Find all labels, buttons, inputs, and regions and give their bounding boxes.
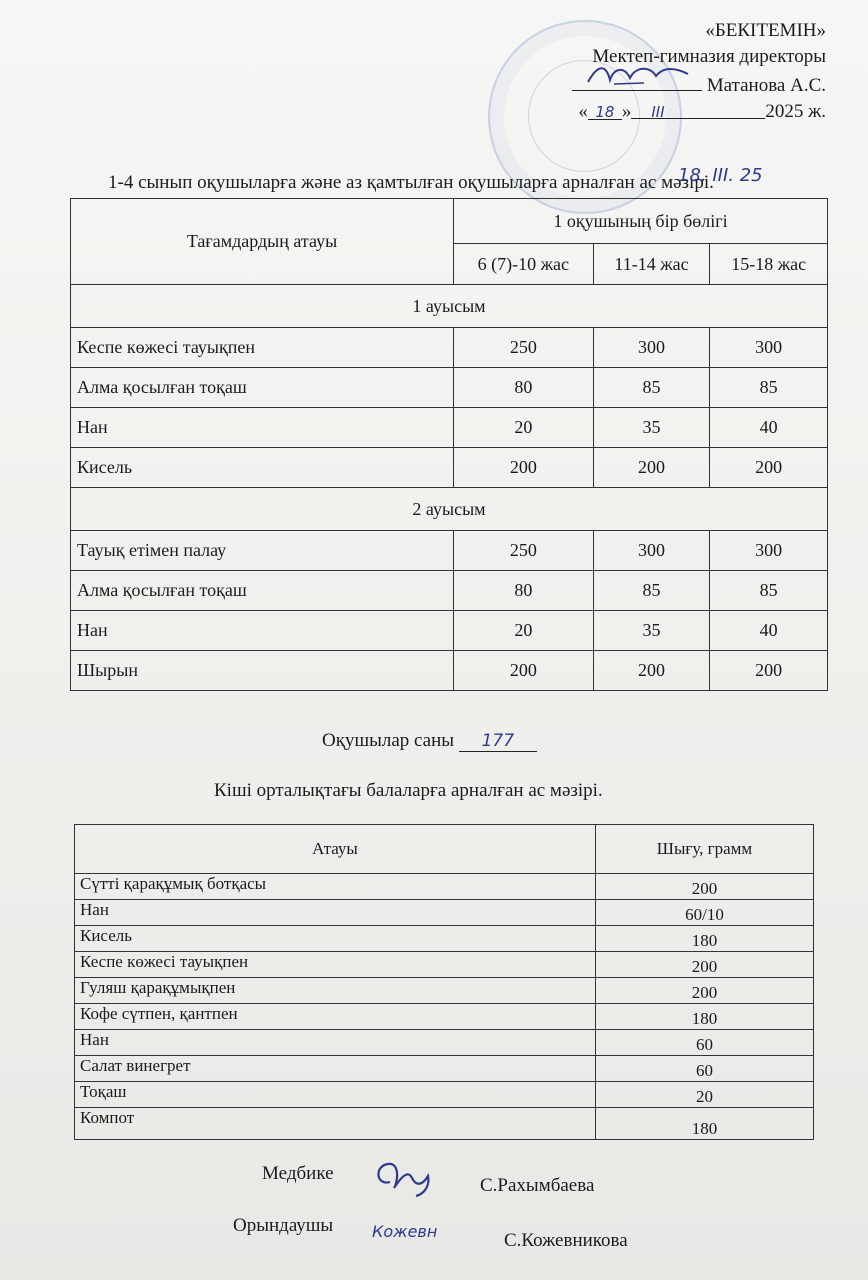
nurse-signature-mark [368, 1152, 448, 1198]
date-open-quote: « [578, 101, 588, 122]
portion-value: 200 [710, 448, 828, 488]
item-name: Гуляш қарақұмықпен [75, 978, 596, 1004]
director-signature [572, 70, 702, 91]
item-name: Кеспе көжесі тауықпен [75, 952, 596, 978]
table-row [75, 874, 814, 900]
header-dish-name: Тағамдардың атауы [71, 199, 454, 285]
date-day: 18 [588, 99, 622, 120]
menu2-title: Кіші орталықтағы балаларға арналған ас мәзірі. [214, 780, 603, 801]
dish-name: Нан [71, 611, 454, 651]
header-name: Атауы [75, 825, 596, 874]
handwritten-date: 18. III. 25 [678, 165, 763, 186]
table-row [71, 571, 828, 611]
item-name: Нан [75, 900, 596, 926]
item-name: Нан [75, 1030, 596, 1056]
portion-value: 200 [454, 448, 594, 488]
shift1-label: 1 ауысым [71, 285, 828, 328]
dish-name: Кисель [71, 448, 454, 488]
approval-title: «БЕКІТЕМІН» [705, 20, 826, 41]
executor-signature: Кожевн [372, 1222, 438, 1241]
item-name: Сүтті қарақұмық ботқасы [75, 874, 596, 900]
approval-position: Мектеп-гимназия директоры [592, 46, 826, 67]
student-count-label: Оқушылар саны [322, 730, 455, 751]
header-portion: 1 оқушының бір бөлігі [454, 199, 828, 244]
dish-name: Кеспе көжесі тауықпен [71, 328, 454, 368]
item-yield: 60/10 [596, 900, 814, 926]
dish-name: Алма қосылған тоқаш [71, 368, 454, 408]
portion-value: 200 [710, 651, 828, 691]
portion-value: 40 [710, 408, 828, 448]
portion-value: 80 [454, 368, 594, 408]
portion-value: 35 [593, 611, 710, 651]
item-yield: 20 [596, 1082, 814, 1108]
item-yield: 60 [596, 1056, 814, 1082]
table-row [75, 952, 814, 978]
item-yield: 180 [596, 926, 814, 952]
portion-value: 250 [454, 328, 594, 368]
header-age-1: 6 (7)-10 жас [454, 244, 594, 285]
date-year: 2025 ж. [765, 101, 826, 122]
item-name: Кофе сүтпен, қантпен [75, 1004, 596, 1030]
table-row [71, 448, 828, 488]
table-row [75, 1082, 814, 1108]
item-yield: 180 [596, 1004, 814, 1030]
item-yield: 180 [596, 1108, 814, 1140]
student-count-line [322, 730, 537, 752]
table-row [71, 531, 828, 571]
table-row [71, 408, 828, 448]
dish-name: Тауық етімен палау [71, 531, 454, 571]
item-name: Компот [75, 1108, 596, 1140]
dish-name: Алма қосылған тоқаш [71, 571, 454, 611]
approval-block [496, 18, 826, 125]
portion-value: 200 [593, 651, 710, 691]
menu1-title: 1-4 сынып оқушыларға және аз қамтылған оқушыларға арналған ас мәзірі. [108, 172, 714, 193]
shift2-label: 2 ауысым [71, 488, 828, 531]
table-row [71, 611, 828, 651]
portion-value: 85 [593, 368, 710, 408]
item-yield: 200 [596, 874, 814, 900]
portion-value: 200 [454, 651, 594, 691]
table-row [75, 1108, 814, 1140]
approval-date-line [496, 99, 826, 125]
table-row [75, 1004, 814, 1030]
table-row [71, 651, 828, 691]
header-age-2: 11-14 жас [593, 244, 710, 285]
table-row [71, 368, 828, 408]
date-close-quote: » [621, 101, 632, 122]
portion-value: 20 [454, 408, 594, 448]
executor-name: С.Кожевникова [504, 1230, 628, 1251]
header-age-3: 15-18 жас [710, 244, 828, 285]
item-name: Кисель [75, 926, 596, 952]
item-name: Салат винегрет [75, 1056, 596, 1082]
portion-value: 85 [593, 571, 710, 611]
table-row [75, 978, 814, 1004]
item-yield: 60 [596, 1030, 814, 1056]
dish-name: Шырын [71, 651, 454, 691]
portion-value: 40 [710, 611, 828, 651]
portion-value: 80 [454, 571, 594, 611]
portion-value: 20 [454, 611, 594, 651]
header-yield: Шығу, грамм [596, 825, 814, 874]
portion-value: 85 [710, 571, 828, 611]
portion-value: 300 [710, 531, 828, 571]
table-row [75, 1030, 814, 1056]
portion-value: 200 [593, 448, 710, 488]
portion-value: 300 [593, 531, 710, 571]
student-count-value: 177 [459, 731, 537, 752]
item-name: Тоқаш [75, 1082, 596, 1108]
dish-name: Нан [71, 408, 454, 448]
portion-value: 300 [710, 328, 828, 368]
nurse-role: Медбике [262, 1163, 334, 1184]
item-yield: 200 [596, 978, 814, 1004]
director-line [496, 70, 826, 99]
table-row [71, 328, 828, 368]
director-name: Матанова А.С. [706, 75, 826, 96]
table-row [75, 926, 814, 952]
executor-role: Орындаушы [233, 1215, 334, 1236]
director-signature-mark [584, 62, 694, 88]
portion-value: 85 [710, 368, 828, 408]
nurse-name: С.Рахымбаева [480, 1175, 595, 1196]
date-month: III [631, 99, 765, 119]
portion-value: 250 [454, 531, 594, 571]
portion-value: 300 [593, 328, 710, 368]
portion-value: 35 [593, 408, 710, 448]
item-yield: 200 [596, 952, 814, 978]
table-row [75, 1056, 814, 1082]
table-row [75, 900, 814, 926]
menu2-table [74, 824, 814, 1140]
menu1-table [70, 198, 828, 691]
